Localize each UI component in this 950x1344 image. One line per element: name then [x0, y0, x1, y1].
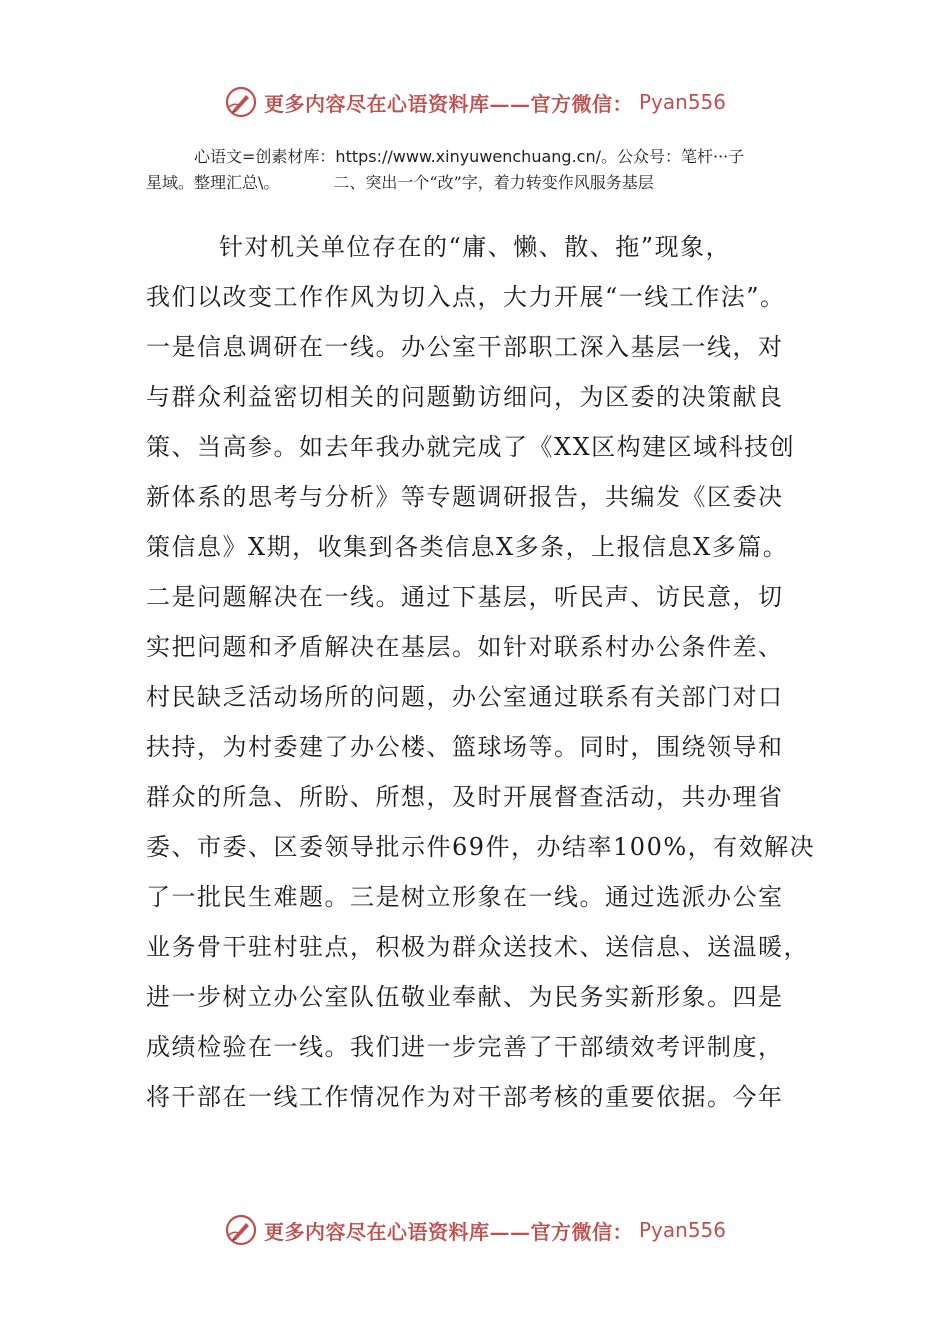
- pen-logo-icon: [224, 85, 258, 119]
- body-line: 进一步树立办公室队伍敬业奉献、为民务实新形象。四是: [146, 983, 784, 1011]
- body-line: 群众的所急、所盼、所想，及时开展督查活动，共办理省: [146, 783, 784, 811]
- banner-text: 更多内容尽在心语资料库——官方微信：: [263, 1219, 633, 1244]
- body-line: 了一批民生难题。三是树立形象在一线。通过选派办公室: [146, 883, 784, 911]
- body-line: 村民缺乏活动场所的问题，办公室通过联系有关部门对口: [146, 683, 784, 711]
- body-line: 实把问题和矛盾解决在基层。如针对联系村办公条件差、: [146, 633, 784, 661]
- body-line: 将干部在一线工作情况作为对干部考核的重要依据。今年: [146, 1083, 784, 1111]
- body-line: 新体系的思考与分析》等专题调研报告，共编发《区委决: [146, 483, 784, 511]
- section-heading: 二、突出一个“改”字，着力转变作风服务基层: [333, 173, 654, 192]
- pen-logo-icon: [224, 1213, 258, 1247]
- banner-content: [224, 85, 726, 119]
- header-prefix: 心语文=创素材库：: [194, 147, 336, 166]
- document-header: [146, 144, 806, 196]
- body-line: 与群众利益密切相关的问题勤访细问，为区委的决策献良: [146, 383, 784, 411]
- bottom-banner: [0, 1208, 950, 1252]
- body-line: 我们以改变工作作风为切入点，大力开展“一线工作法”。: [146, 283, 786, 311]
- body-line: 委、市委、区委领导批示件69件，办结率100%，有效解决: [146, 833, 816, 861]
- body-line: 业务骨干驻村驻点，积极为群众送技术、送信息、送温暖，: [146, 933, 809, 961]
- header-suffix: 。公众号：笔杆···子: [600, 147, 745, 166]
- body-paragraph: [146, 222, 816, 1122]
- banner-wechat-id: Pyan556: [638, 1218, 726, 1242]
- header-url: https://www.xinyuwenchuang.cn/: [335, 147, 601, 166]
- body-line: 策信息》X期，收集到各类信息X多条，上报信息X多篇。: [146, 533, 789, 561]
- header-line-1: [146, 144, 806, 170]
- body-line: 成绩检验在一线。我们进一步完善了干部绩效考评制度，: [146, 1033, 784, 1061]
- header-left-text: 星域。整理汇总\。: [146, 173, 280, 192]
- banner-text: 更多内容尽在心语资料库——官方微信：: [263, 91, 633, 116]
- body-line: 二是问题解决在一线。通过下基层，听民声、访民意，切: [146, 583, 784, 611]
- body-line: 一是信息调研在一线。办公室干部职工深入基层一线，对: [146, 333, 784, 361]
- body-line: 扶持，为村委建了办公楼、篮球场等。同时，围绕领导和: [146, 733, 784, 761]
- banner-content: [224, 1213, 726, 1247]
- body-line: 针对机关单位存在的“庸、懒、散、拖”现象，: [146, 233, 732, 261]
- body-line: 策、当高参。如去年我办就完成了《XX区构建区域科技创: [146, 433, 796, 461]
- banner-wechat-id: Pyan556: [638, 90, 726, 114]
- header-line-2: [146, 170, 806, 196]
- top-banner: [0, 80, 950, 124]
